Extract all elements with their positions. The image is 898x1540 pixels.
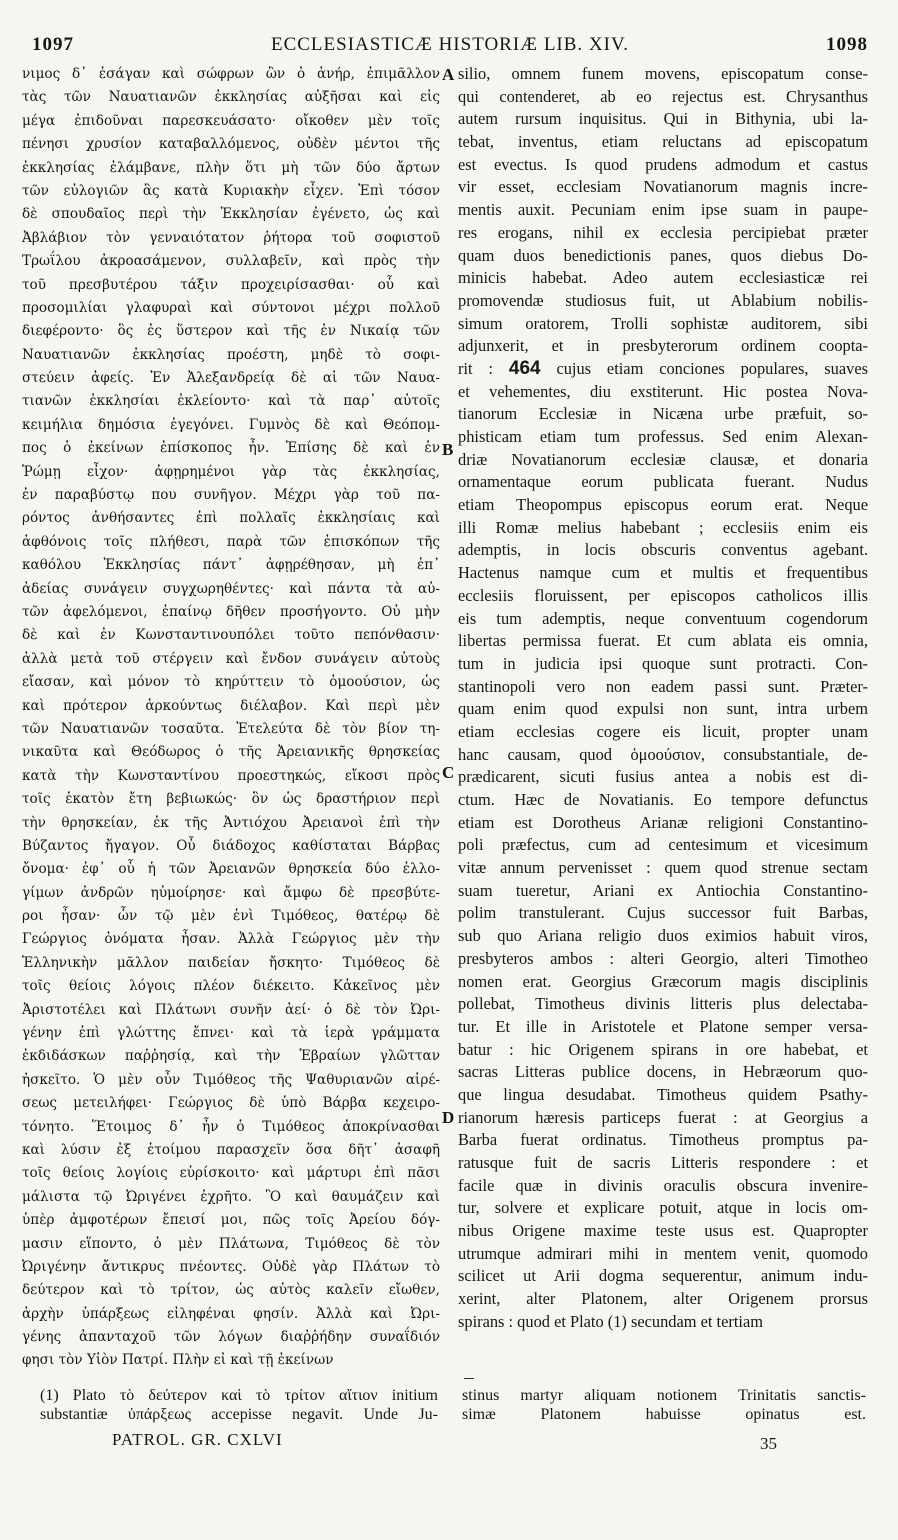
greek-text-line: τοῖς ἑκατὸν ἔτη βεβιωκώς· ὃν ὡς δραστήριον περὶ bbox=[22, 791, 440, 808]
latin-text-line: promovendæ studiosus fuit, ut Ablabium nobilis- bbox=[458, 290, 868, 310]
latin-text-line: spirans : quod et Plato (1) secundam et tertiam bbox=[458, 1311, 763, 1331]
latin-text-line: phisticam etiam tum professus. Sed enim Alexan- bbox=[458, 427, 868, 446]
greek-text-line: τὴν θρησκείαν, ἐκ τῆς Ἀντιόχου Ἀρειανοὶ ἐπὶ τὴν bbox=[22, 814, 440, 831]
greek-text-line: ρόντος ἀνθήσαντες ἐπὶ πολλαῖς ἐκκλησίαις καὶ bbox=[22, 510, 440, 527]
latin-text-line: xerint, alter Platonem, alter Origenem prorsus bbox=[458, 1289, 868, 1309]
greek-text-line: τοῦ πρεσβυτέρου τάξιν προχειρίσασθαι· οὗ καὶ bbox=[22, 276, 440, 293]
greek-text-line: Ἑλληνικὴν μᾶλλον παιδείαν ἤσκητο· Τιμόθεος δὲ bbox=[22, 954, 440, 971]
latin-text-line: qui contenderet, ab eo rejectus est. Chrysanthus bbox=[458, 86, 868, 106]
latin-text-line: utrumque admirari mihi in mentem venit, quomodo bbox=[458, 1243, 868, 1263]
footnote-latin-column bbox=[462, 1386, 866, 1424]
greek-text-line: μασιν εἵποντο, ὁ μὲν Πλάτωνα, Τιμόθεος δὲ τὸν bbox=[22, 1235, 440, 1252]
latin-text-line: ademptis, in locis obscuris conventus agebant. bbox=[458, 540, 868, 560]
signature-mark: PATROL. GR. CXLVI bbox=[112, 1430, 283, 1449]
latin-text-line: autem rursum inquisitus. Qui in Bithynia, ubi la- bbox=[458, 109, 868, 129]
greek-text-line: ἐκδιδάσκων παῤῥησίᾳ, καὶ τὴν Ἑβραίων γλῶτταν bbox=[22, 1048, 440, 1065]
greek-text-line: τῶν Ναυατιανῶν τοσαῦτα. Ἐτελεύτα δὲ τὸν βίον τη- bbox=[22, 720, 440, 737]
greek-text-line: στεύειν ἀφείς. Ἐν Ἀλεξανδρείᾳ δὲ αἱ τῶν Ναυα- bbox=[22, 370, 440, 387]
column-number: 464 bbox=[508, 357, 541, 379]
greek-text-line: εἴασαν, καὶ μόνον τὸ κηρύττειν τὸ ὁμοούσιον, ὡς bbox=[22, 674, 440, 691]
greek-text-line: ἀλλὰ μετὰ τοῦ στέργειν καὶ ἔνδον συνάγειν αὐτοὺς bbox=[22, 650, 440, 667]
footnote-line: stinus martyr aliquam notionem Trinitatis sanctis- bbox=[462, 1387, 866, 1404]
latin-text-line: adjunxerit, et in presbyterorum ordinem coopta- bbox=[458, 336, 868, 356]
greek-text-line: ἐν παραβύστῳ που συνῆγον. Μέχρι γὰρ τοῦ πα- bbox=[22, 487, 440, 504]
greek-text-line: πος ὁ ἐκείνων ἐπίσκοπος ἦν. Ἐπίσης δὲ καὶ ἐν bbox=[22, 440, 440, 457]
latin-text-line: pollebat, Timotheus divinis litteris plus delectaba- bbox=[458, 994, 868, 1014]
greek-text-line: Τρωΐλου ἀκροασάμενον, συλλαβεῖν, καὶ πρὸς τὴν bbox=[22, 253, 440, 270]
margin-marker-d: D bbox=[442, 1108, 455, 1127]
sheet-number: 35 bbox=[760, 1434, 777, 1453]
greek-text-line: ὑπὲρ ἀμφοτέρων ἔπεισί μοι, πῶς τοῖς Ἀρείου δόγ- bbox=[22, 1212, 440, 1229]
latin-text-line: ctum. Hæc de Novatianis. Eo tempore defunctus bbox=[458, 790, 868, 809]
latin-text-line: sacras Litteras publice docens, in Hebræorum quo- bbox=[458, 1062, 868, 1082]
greek-text-line: καθόλου Ἐκκλησίας πάντ᾽ ἀφῃρέθησαν, μὴ ἐπ᾽ bbox=[22, 557, 440, 574]
latin-text-line: scilicet ut Arii dogma sequerentur, animum indu- bbox=[458, 1266, 868, 1286]
latin-text-line: vir esset, ecclesiam Novatianorum magnis incre- bbox=[458, 177, 868, 197]
latin-text-line: eis tum ademptis, neque conventuum cogendorum bbox=[458, 608, 868, 628]
greek-text-line: τοῖς θείοις λόγοις πλέον διέκειτο. Κἀκεῖνος μὲν bbox=[22, 978, 440, 995]
greek-text-line: Ναυατιανῶν ἐκκλησίας προέστη, μηδὲ τὸ σοφι- bbox=[22, 346, 440, 363]
greek-text-line: ἀδείας συνάγειν συγχωρηθέντες· καὶ πάντα τὰ αὐ- bbox=[22, 580, 440, 597]
latin-text-line: stantinopoli vero non eadem passi sunt. Præter- bbox=[458, 676, 868, 696]
greek-text-line: Ἀβλάβιον τὸν γενναιότατον ῥήτορα τοῦ σοφιστοῦ bbox=[22, 229, 440, 246]
latin-text-line: res erogans, nihil ex ecclesia percipiebat præter bbox=[458, 222, 868, 242]
latin-text-line: Hactenus namque cum et multis et frequentibus bbox=[458, 563, 868, 583]
greek-text-line: τῶν ἀφελόμενοι, ἐπαίνῳ δῆθεν προσήγοντο. Οὐ μὴν bbox=[22, 603, 440, 620]
latin-text-line: nibus Origene maxime teste usus est. Quapropter bbox=[458, 1221, 868, 1241]
latin-column bbox=[458, 63, 868, 1334]
latin-text-line: rianorum hæresis particeps fuerat : at Georgius a bbox=[458, 1107, 868, 1127]
greek-text-line: τῶν εὐλογιῶν ἃς κατὰ Κυριακὴν εἶχεν. Ἐπὶ τόσον bbox=[22, 182, 440, 199]
greek-text-line: τόνητο. Ἕτοιμος δ᾽ ἦν ὁ Τιμόθεος ἀποκρίνασθαι bbox=[22, 1118, 440, 1135]
latin-text-line: sub quo Ariana religio duos eximios habuit viros, bbox=[458, 926, 868, 946]
latin-text-line: facile quæ in divinis oraculis obscura invenire- bbox=[458, 1175, 868, 1195]
running-title: ECCLESIASTICÆ HISTORIÆ LIB. XIV. bbox=[270, 34, 629, 55]
latin-text-line: polim transtulerant. Cujus successor fuit Barbas, bbox=[458, 903, 868, 923]
latin-text-line: que lingua desudabat. Timotheus quidem Psathy- bbox=[458, 1084, 868, 1104]
latin-text-line: quam enim quod expulsi non sunt, intra urbem bbox=[458, 699, 868, 719]
latin-text-line: tur, solvere et explicare potuit, atque in locis om- bbox=[458, 1198, 868, 1218]
latin-text-line: simum oratorem, Trolli sophistæ auditorem, sibi bbox=[458, 313, 868, 333]
latin-text-line: hanc causam, quod ὁμοούσιον, consubstantiale, de- bbox=[458, 744, 868, 764]
greek-text-line: Βύζαντος ἤγαγον. Οὗ διάδοχος καθίσταται Βάρβας bbox=[22, 837, 440, 854]
latin-text-line: poli præfectus, cum ad centesimum et vicesimum bbox=[458, 835, 868, 855]
margin-marker-b: B bbox=[442, 440, 454, 459]
latin-text-line: quam duos benedictionis panes, quos diebus Do- bbox=[458, 245, 868, 265]
latin-text-line: etiam ecclesias cogere eis licuit, propter unam bbox=[458, 721, 868, 741]
greek-text-line: τὰς τῶν Ναυατιανῶν ἐκκλησίας αὐξῆσαι καὶ εἰς bbox=[22, 89, 440, 106]
latin-text-line: tebat, inventus, etiam reluctans ad episcopatum bbox=[458, 132, 868, 152]
page-number-right: 1098 bbox=[826, 34, 868, 55]
latin-text-line: tur. Et ille in Aristotele et Platone semper versa- bbox=[458, 1016, 868, 1036]
latin-text-line: minicis habebat. Adeo autem ecclesiasticæ rei bbox=[458, 268, 868, 288]
greek-text-line: ἐκκλησίας ἐλάμβανε, πλὴν ὅτι μὴ τῶν δύο ἄρτων bbox=[22, 159, 440, 176]
latin-text-line: driæ Novatianorum ecclesiæ clausæ, et donaria bbox=[458, 449, 868, 469]
latin-text-line: etiam est Dorotheus Arianæ religioni Constantino- bbox=[458, 812, 868, 832]
greek-text-line: δεύτερον καὶ τὸ τρίτον, ὡς αὐτὸς καλεῖν εἴωθεν, bbox=[22, 1282, 440, 1299]
greek-text-line: πένησι χρυσίον καταβαλλόμενος, οὐδὲν μέντοι τῆς bbox=[22, 136, 440, 153]
footnote-line: substantiæ ὑπάρξεως accepisse negavit. Unde Ju- bbox=[40, 1406, 438, 1423]
greek-text-line: ἀρχὴν ὑπάρξεως εἰληφέναι φησίν. Ἀλλὰ καὶ Ὠρι- bbox=[22, 1305, 440, 1322]
latin-text-line: libertas permissa fuerat. Et cum ablata eis omnia, bbox=[458, 631, 868, 651]
latin-text-line: rit : 464 cujus etiam conciones populares, suaves bbox=[458, 357, 868, 379]
margin-marker-c: C bbox=[442, 763, 455, 782]
greek-text-line: Ὠριγένην ἄντικρυς πνέοντες. Οὐδὲ γὰρ Πλάτων τὸ bbox=[22, 1258, 440, 1275]
greek-text-line: γένην ἐπὶ γλώττης ἔπνει· καὶ τὰ ἱερὰ γράμματα bbox=[22, 1025, 440, 1042]
latin-text-line: ornamentaque eorum publicata fuerant. Nudus bbox=[458, 472, 868, 492]
latin-text-line: vitæ annum pervenisset : quem quod strenue sectam bbox=[458, 858, 868, 878]
greek-text-line: γένης ἀπανταχοῦ τῶν λόγων διαῤῥήδην συναΐδιόν bbox=[22, 1329, 440, 1346]
greek-text-line: τιανῶν ἐκκλησίαι ἐκλείοντο· καὶ τὰ παρ᾽ αὐτοῖς bbox=[22, 393, 440, 410]
latin-text-line: nomen erat. Georgius Græcorum magis disciplinis bbox=[458, 971, 868, 991]
greek-text-line: νικαῦτα καὶ Θεόδωρος ὁ τῆς Ἀρειανικῆς θρησκείας bbox=[22, 744, 440, 761]
footnote-greek-column bbox=[40, 1386, 438, 1424]
page-number-left: 1097 bbox=[32, 34, 74, 55]
greek-text-line: ἀφθόνοις τοῖς πλήθεσι, παρὰ τῶν ἐπισκόπων τῆς bbox=[22, 533, 440, 550]
greek-text-line: ὄνομα· ἐφ᾽ οὗ ἡ τῶν Ἀρειανῶν θρησκεία δύο ἐλλο- bbox=[22, 861, 440, 878]
latin-text-line: et vehementes, diu exstiterunt. Hic postea Nova- bbox=[458, 381, 868, 401]
greek-text-line: καὶ λύσιν ἐξ ἑτοίμου παρασχεῖν ὅσα δῆτ᾽ ἀσαφῆ bbox=[22, 1141, 440, 1158]
greek-text-line: δὲ καὶ ἐν Κωνσταντινουπόλει τοῦτο πεπόνθασιν· bbox=[22, 627, 440, 644]
latin-text-line: tianorum Ecclesiæ in Nicæna urbe præfuit, so- bbox=[458, 404, 868, 424]
greek-text-line: δὲ σπουδαῖος περὶ τὴν Ἐκκλησίαν ἐγένετο, ὡς καὶ bbox=[22, 206, 440, 223]
greek-text-line: ροι ἦσαν· ὧν τῷ μὲν ἑνὶ Τιμόθεος, θατέρῳ δὲ bbox=[22, 908, 440, 925]
greek-text-line: φησι τὸν Υἱὸν Πατρί. Πλὴν εἰ καὶ τῇ ἐκείνων bbox=[22, 1352, 334, 1369]
greek-text-line: κειμήλια δημόσια ἐγεγόνει. Γυμνὸς δὲ καὶ Θεόπομ- bbox=[22, 416, 440, 433]
greek-column bbox=[22, 63, 440, 1373]
latin-text-line: ratusque fuit de sacris Litteris respondere : et bbox=[458, 1153, 868, 1172]
greek-text-line: ἠσκεῖτο. Ὁ μὲν οὖν Τιμόθεος τῆς Ψαθυριανῶν αἱρέ- bbox=[22, 1071, 440, 1088]
footnote-line: (1) Plato τὸ δεύτερον καὶ τὸ τρίτον αἴτιον initium bbox=[40, 1387, 438, 1404]
greek-text-line: διεφέροντο· ὃς ἐς ὕστερον καὶ τῆς ἐν Νικαίᾳ τῶν bbox=[22, 323, 440, 340]
greek-text-line: τοῖς θείοις λογίοις εὑρίσκοιτο· καὶ μάρτυρι ἐπὶ πᾶσι bbox=[22, 1165, 440, 1182]
latin-text-line: prædicarent, sicuti fusius antea a nobis est di- bbox=[458, 767, 868, 787]
greek-text-line: προσομιλίαι γλαφυραὶ καὶ σύντονοι μέχρι πολλοῦ bbox=[22, 299, 440, 316]
margin-marker-a: A bbox=[442, 65, 455, 84]
running-header bbox=[28, 34, 872, 60]
greek-text-line: κατὰ τὴν Κωνσταντίνου προεστηκώς, εἴκοσι πρὸς bbox=[22, 767, 440, 784]
greek-text-line: Ἀριστοτέλει καὶ Πλάτωνι συνῆν ἀεί· ὁ δὲ τὸν Ὠρι- bbox=[22, 1001, 440, 1018]
latin-text-line: etiam Theopompus episcopus eorum erat. Neque bbox=[458, 495, 868, 515]
greek-text-line: γίμων ἀνδρῶν ηὐμοίρησε· καὶ ἄμφω δὲ πρεσβύτε- bbox=[22, 884, 440, 901]
latin-text-line: tum in judicia ipsi quoque sunt protracti. Con- bbox=[458, 653, 868, 673]
latin-text-line: silio, omnem funem movens, episcopatum conse- bbox=[458, 64, 868, 83]
greek-text-line: μάλιστα τῷ Ὠριγένει ἐχρῆτο. Ὃ καὶ θαυμάζειν καὶ bbox=[22, 1188, 440, 1205]
latin-text-line: batur : hic Origenem spirans in ore habebat, et bbox=[458, 1039, 868, 1059]
greek-text-line: Ῥώμῃ εἶχον· ἀφῃρημένοι γὰρ τὰς ἐκκλησίας, bbox=[22, 463, 440, 480]
greek-text-line: καὶ πρότερον ἀρκούντως διέλαβον. Καὶ περὶ μὲν bbox=[22, 697, 440, 714]
footnote-rule bbox=[464, 1378, 474, 1379]
greek-text-line: σεως μετειλήφει· Γεώργιος δὲ ὑπὸ Βάρβα κεχειρο- bbox=[22, 1095, 440, 1112]
greek-text-line: μέγα ἐπιδοῦναι παρεσκευάσατο· οἴκοθεν μὲν τοῖς bbox=[22, 112, 440, 129]
latin-text-line: mentis auxit. Pecuniam enim ipse suam in paupe- bbox=[458, 200, 868, 220]
footnote-line: simæ Platonem habuisse opinatus est. bbox=[462, 1406, 866, 1423]
latin-text-line: ecclesiis floruissent, per episcopos catholicos illis bbox=[458, 585, 868, 605]
latin-text-line: illi Romæ melius habebant ; ecclesiis enim eis bbox=[458, 517, 868, 537]
greek-text-line: Γεώργιος ὀνόματα ἦσαν. Ἀλλὰ Γεώργιος μὲν τὴν bbox=[22, 931, 440, 948]
greek-text-line: νιμος δ᾽ ἐσάγαν καὶ σώφρων ὢν ὁ ἀνήρ, ἐπιμᾶλλον bbox=[22, 66, 440, 82]
latin-text-line: Barba fuerat ordinatus. Timotheus promptus pa- bbox=[458, 1130, 868, 1150]
latin-text-line: presbyteros ambos : alteri Georgio, alteri Timotheo bbox=[458, 948, 868, 968]
latin-text-line: suam tueretur, Ariani ex Antiochia Constantino- bbox=[458, 880, 868, 900]
latin-text-line: est evectus. Is quod prudens admodum et castus bbox=[458, 154, 868, 174]
